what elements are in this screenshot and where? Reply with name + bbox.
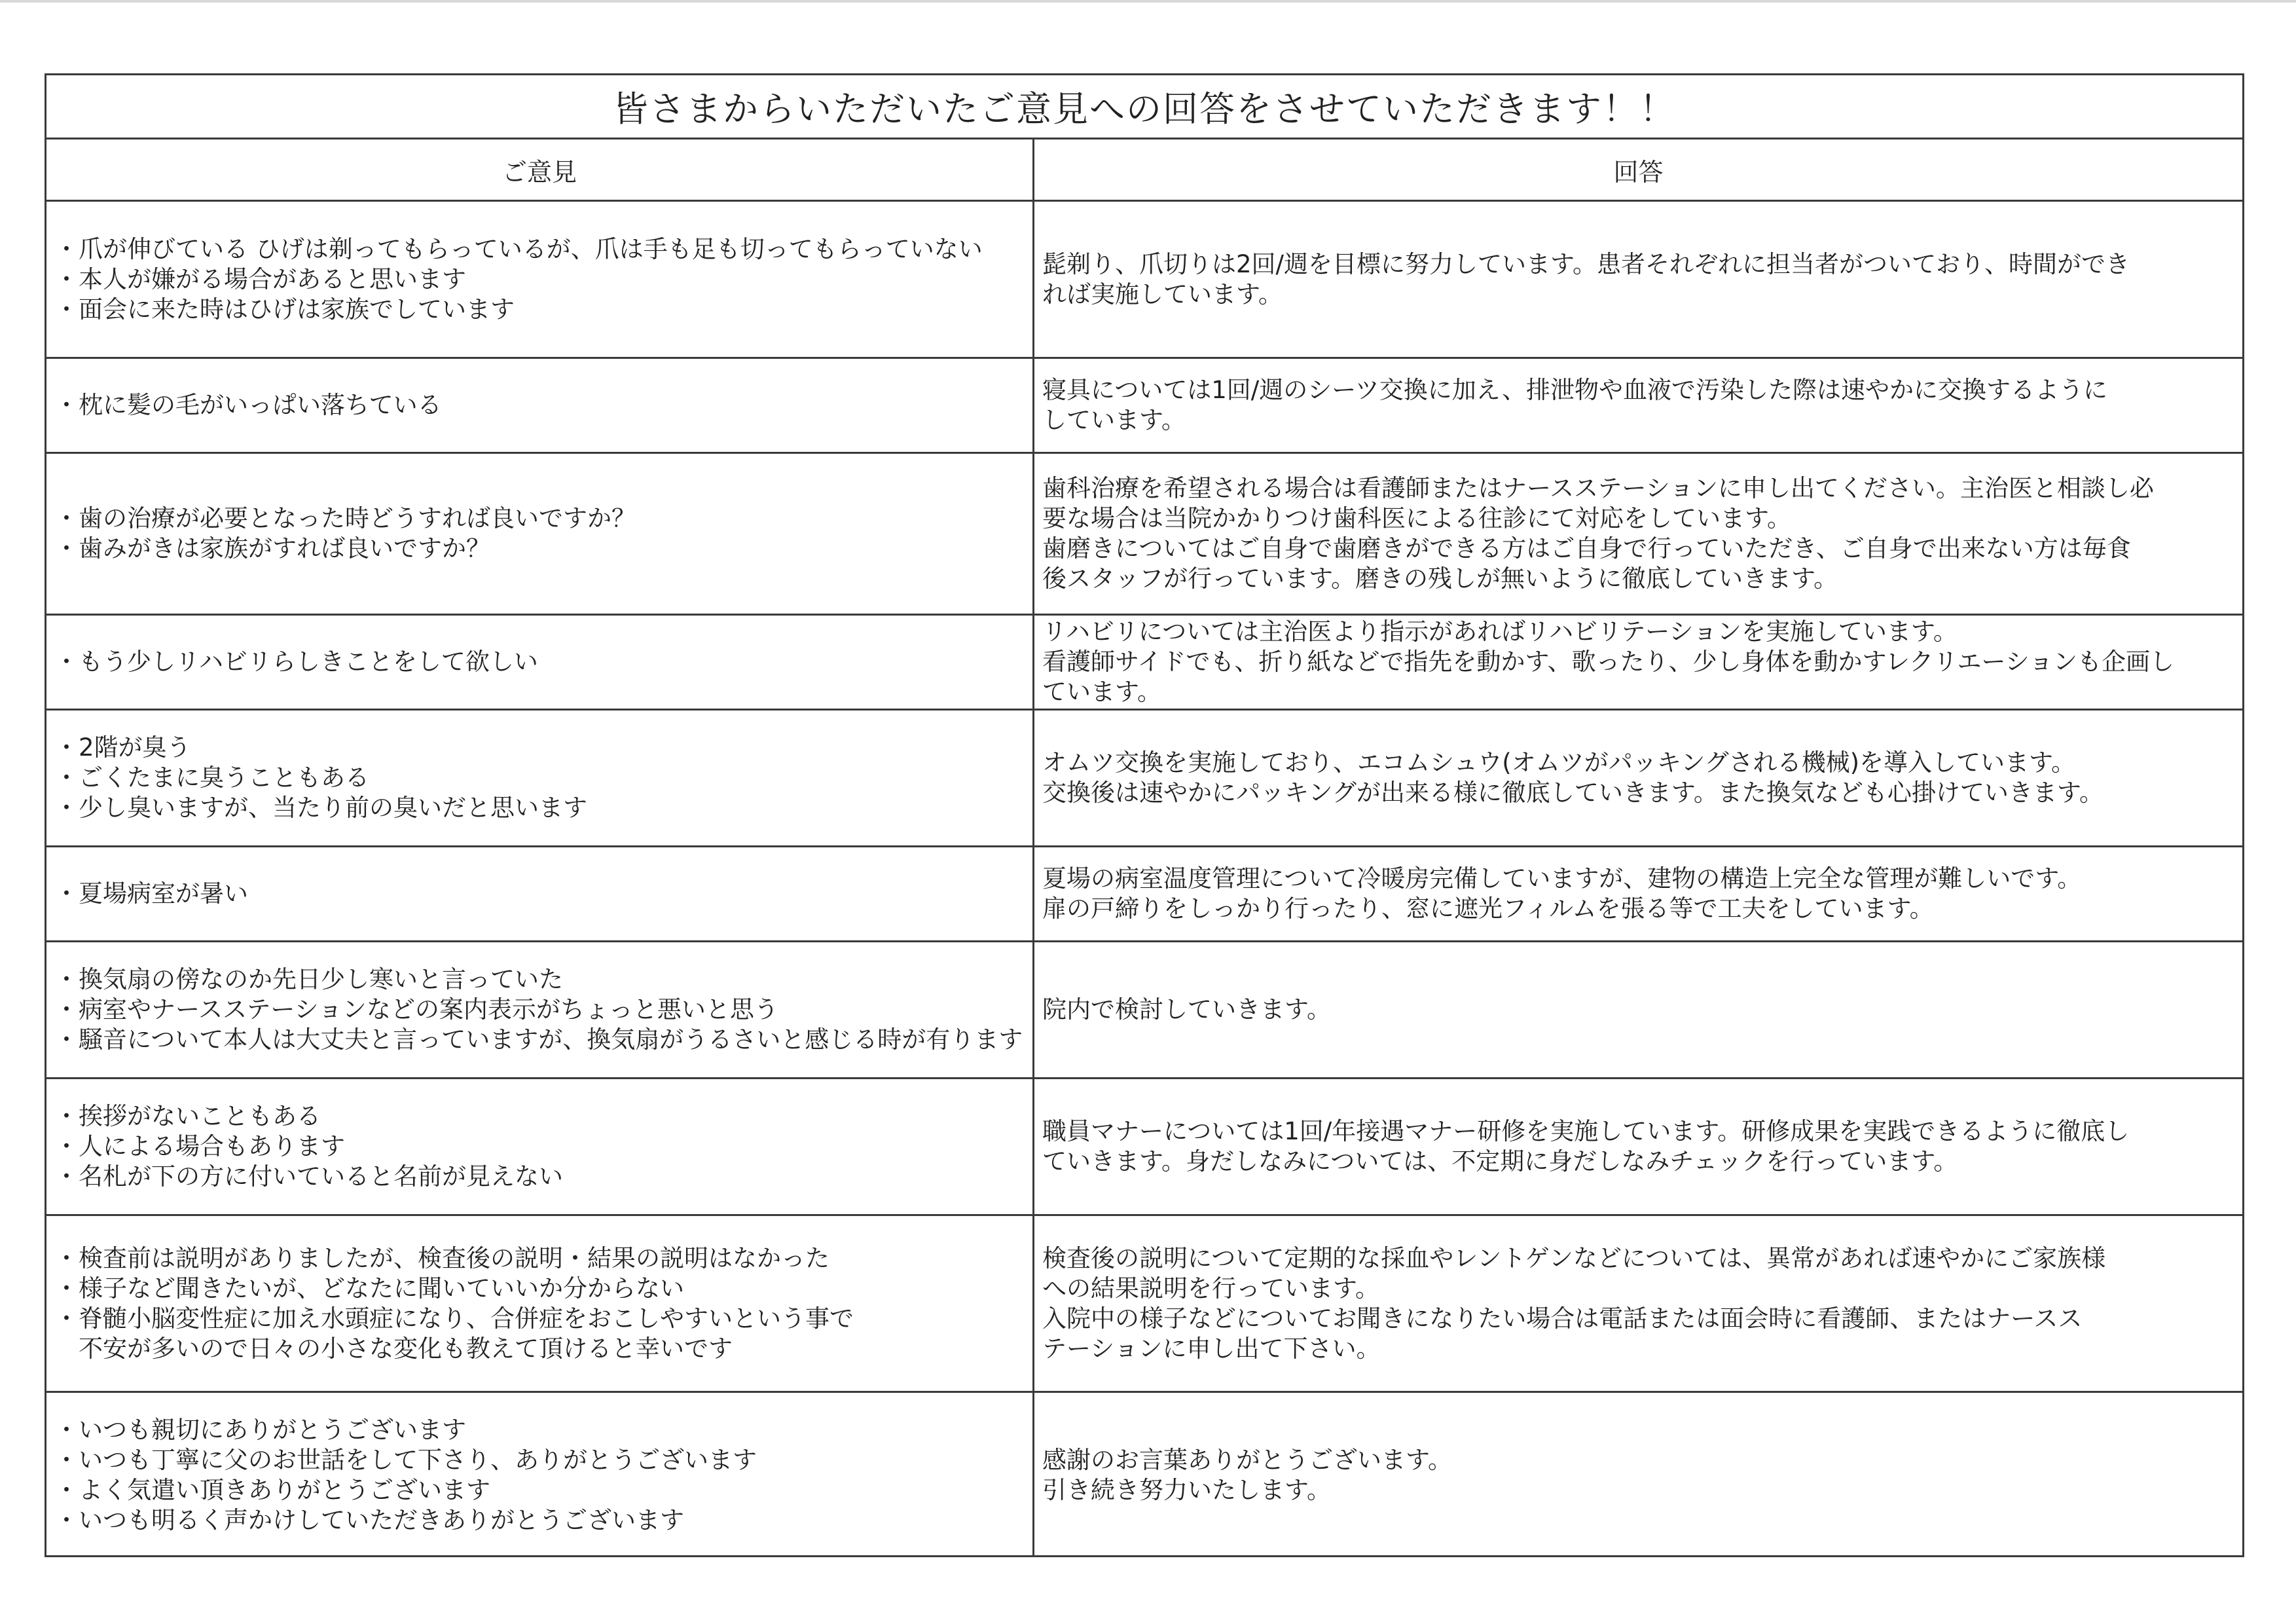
opinion-line: ・歯みがきは家族がすれば良いですか？ [54,534,490,563]
opinion-line: ・少し臭いますが、当たり前の臭いだと思います [54,794,587,822]
opinion-cell [46,616,1034,710]
answer-line: 職員マナーについては1回/年接遇マナー研修を実施しています。研修成果を実践できるように徹底し [1042,1117,2130,1145]
column-header-answer: 回答 [1034,139,2242,202]
answer-line: 入院中の様子などについてお聞きになりたい場合は電話または面会時に看護師、またはナースス [1042,1304,2083,1333]
opinion-line: ・爪が伸びている ひげは剃ってもらっているが、爪は手も足も切ってもらっていない [54,234,983,263]
answer-line: しています。 [1042,406,1186,434]
answer-line: テーションに申し出て下さい。 [1042,1334,1381,1363]
opinion-line: ・夏場病室が暑い [54,879,248,908]
answer-line: れば実施しています。 [1042,280,1283,308]
column-header-opinion: ご意見 [46,139,1034,202]
opinion-line: ・換気扇の傍なのか先日少し寒いと言っていた [54,965,563,993]
answer-line: 要な場合は当院かかりつけ歯科医による往診にて対応をしています。 [1042,504,1792,532]
answer-line: ています。 [1042,678,1162,706]
answer-line: リハビリについては主治医より指示があればリハビリテーションを実施しています。 [1042,618,1958,646]
opinion-line: ・挨拶がないこともある [54,1102,321,1130]
answer-cell [1034,942,2242,1079]
answer-line: ていきます。身だしなみについては、不定期に身だしなみチェックを行っています。 [1042,1147,1958,1175]
opinion-line: ・騒音について本人は大丈夫と言っていますが、換気扇がうるさいと感じる時が有ります [54,1025,1023,1054]
answer-cell [1034,710,2242,847]
answer-cell [1034,1079,2242,1216]
opinion-cell [46,942,1034,1079]
answer-line: 後スタッフが行っています。磨きの残しが無いように徹底していきます。 [1042,564,1838,593]
opinion-line: ・検査前は説明がありましたが、検査後の説明・結果の説明はなかった [54,1244,829,1272]
opinion-cell [46,454,1034,616]
opinion-line: ・歯の治療が必要となった時どうすれば良いですか？ [54,504,636,532]
opinion-line: ・いつも丁寧に父のお世話をして下さり、ありがとうございます [54,1445,757,1474]
opinion-cell [46,359,1034,454]
answer-line: 看護師サイドでも、折り紙などで指先を動かす、歌ったり、少し身体を動かすレクリエーションも企画し [1042,648,2175,676]
response-table [45,73,2244,1557]
answer-line: 検査後の説明について定期的な採血やレントゲンなどについては、異常があれば速やかにご家族様 [1042,1244,2106,1272]
answer-line: 歯科治療を希望される場合は看護師またはナースステーションに申し出てください。主治医と相談し必 [1042,474,2154,502]
answer-cell [1034,847,2242,942]
opinion-line: ・人による場合もあります [54,1132,345,1160]
answer-line: オムツ交換を実施しており、エコムシュウ(オムツがパッキングされる機械)を導入しています。 [1042,748,2076,777]
answer-line: 感謝のお言葉ありがとうございます。 [1042,1445,1453,1474]
answer-line: 寝具については1回/週のシーツ交換に加え、排泄物や血液で汚染した際は速やかに交換するように [1042,376,2108,404]
opinion-line: ・いつも親切にありがとうございます [54,1415,466,1444]
answer-cell [1034,616,2242,710]
opinion-line: ・ごくたまに臭うこともある [54,764,369,792]
answer-cell [1034,1216,2242,1393]
answer-line: 歯磨きについてはご自身で歯磨きができる方はご自身で行っていただき、ご自身で出来ない方は毎食 [1042,534,2131,563]
opinion-line: ・名札が下の方に付いていると名前が見えない [54,1162,563,1190]
answer-line: 交換後は速やかにパッキングが出来る様に徹底していきます。また換気なども心掛けていきます。 [1042,779,2104,807]
opinion-line: ・枕に髪の毛がいっぱい落ちている [54,391,442,419]
answer-line: 髭剃り、爪切りは2回/週を目標に努力しています。患者それぞれに担当者がついており、時間ができ [1042,249,2130,278]
opinion-cell [46,847,1034,942]
opinion-line: ・2階が臭う [54,733,191,762]
answer-line: 院内で検討していきます。 [1042,995,1332,1024]
opinion-line: ・面会に来た時はひげは家族でしています [54,295,515,323]
opinion-cell [46,202,1034,359]
answer-line: への結果説明を行っています。 [1042,1274,1380,1302]
opinion-cell [46,1079,1034,1216]
opinion-cell [46,1393,1034,1557]
opinion-line: ・いつも明るく声かけしていただきありがとうございます [54,1505,684,1534]
opinion-line: ・本人が嫌がる場合があると思います [54,265,466,293]
opinion-line: ・病室やナースステーションなどの案内表示がちょっと悪いと思う [54,995,778,1024]
opinion-line: ・よく気遣い頂きありがとうございます [54,1475,490,1504]
answer-cell [1034,454,2242,616]
answer-line: 扉の戸締りをしっかり行ったり、窓に遮光フィルムを張る等で工夫をしています。 [1042,895,1934,923]
scan-edge [0,0,2296,3]
answer-cell [1034,359,2242,454]
opinion-line: ・もう少しリハビリらしきことをして欲しい [54,648,538,676]
opinion-line: ・脊髄小脳変性症に加え水頭症になり、合併症をおこしやすいという事で [54,1304,854,1333]
answer-line: 夏場の病室温度管理について冷暖房完備していますが、建物の構造上完全な管理が難しいです。 [1042,864,2082,893]
opinion-cell [46,710,1034,847]
answer-cell [1034,202,2242,359]
answer-cell [1034,1393,2242,1557]
opinion-cell [46,1216,1034,1393]
opinion-line: ・様子など聞きたいが、どなたに聞いていいか分からない [54,1274,684,1302]
page-title: 皆さまからいただいたご意見への回答をさせていただきます！！ [46,75,2242,139]
opinion-line: 不安が多いので日々の小さな変化も教えて頂けると幸いです [54,1334,733,1363]
answer-line: 引き続き努力いたします。 [1042,1475,1332,1504]
